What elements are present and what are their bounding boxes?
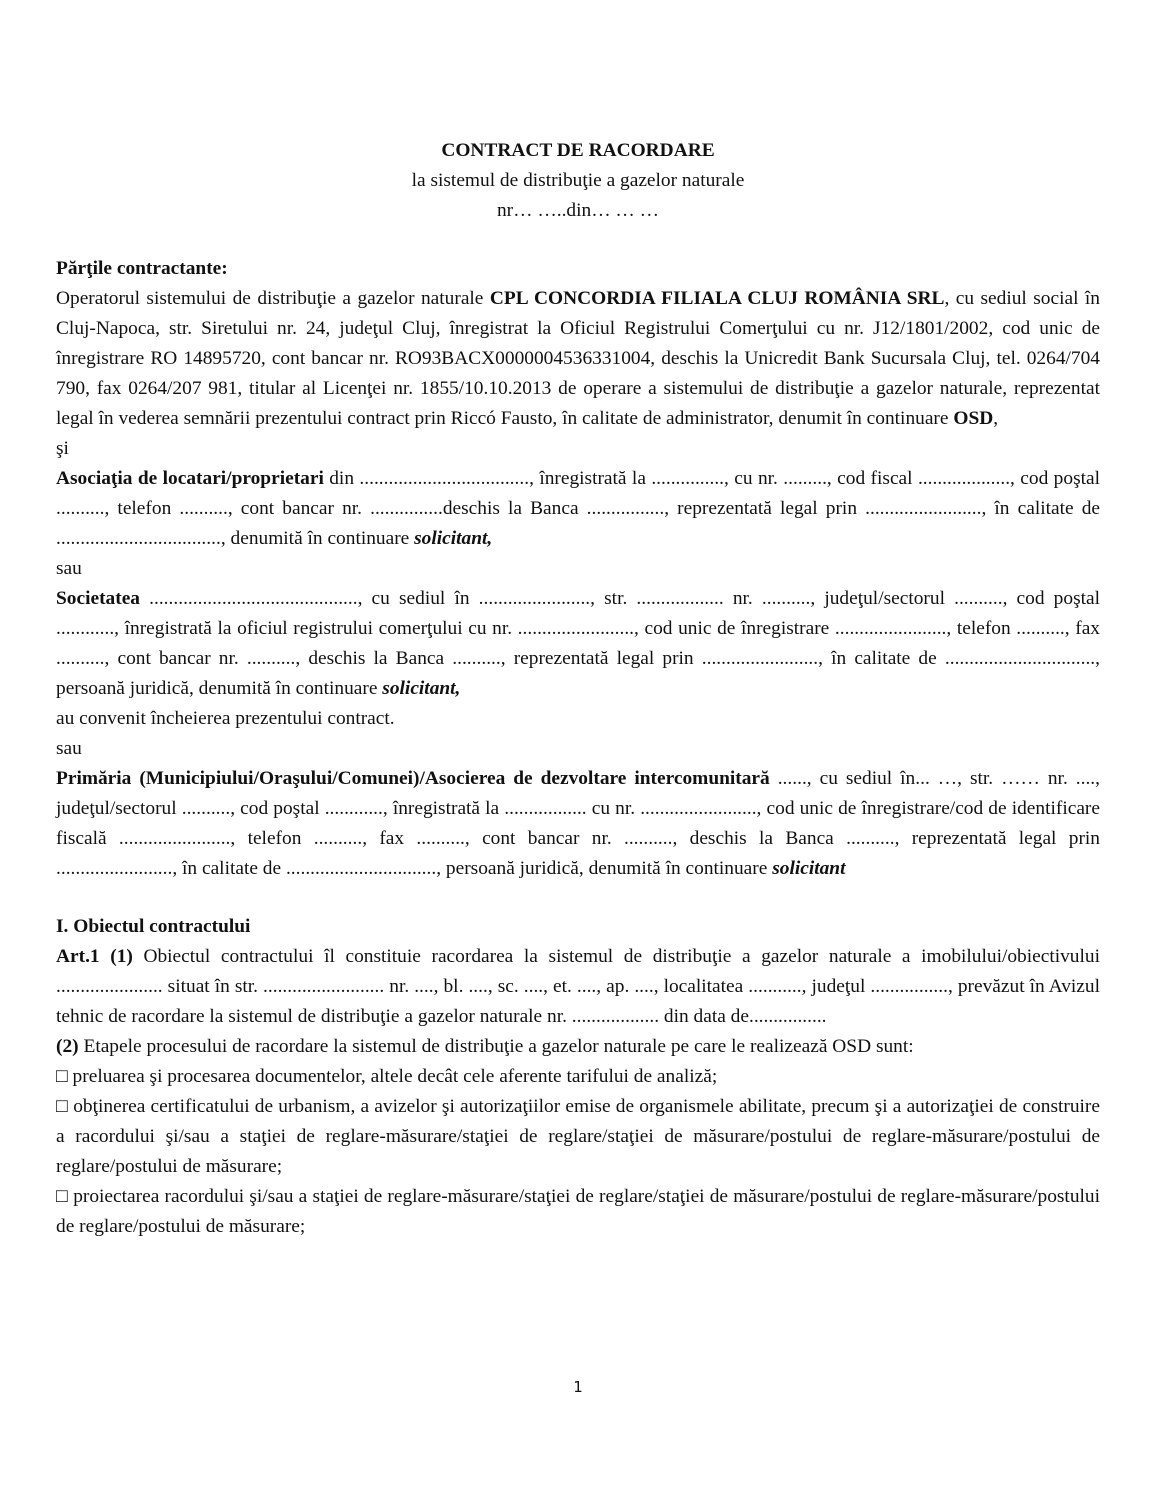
text: Operatorul sistemului de distribuţie a gazelor naturale — [56, 288, 490, 309]
document-page — [56, 136, 1100, 1242]
bold-text: solicitant — [772, 858, 846, 879]
text: ..........................................., cu sediul în ......................., str. .................. nr. .........., judeţul/sectorul .........., cod poştal ............, înregistrată la oficiul registrului comerţului cu nr. ........................, cod unic de înregistrare ......................., telefon .........., fax .........., cont bancar nr. .........., deschis la Banca .........., reprezentată legal prin ........................, în calitate de ..............................., persoană juridică, denumită în continuare — [56, 588, 1100, 699]
text: din ..................................., înregistrată la ..............., cu nr. ........., cod fiscal ..................., cod poştal .........., telefon .........., cont bancar nr. ...............deschis la Banca ................, reprezentată legal prin ........................, în calitate de .................................., denumită în continuare — [56, 468, 1100, 549]
paragraph — [56, 734, 1100, 764]
text: □ proiectarea racordului şi/sau a staţiei de reglare-măsurare/staţiei de reglare/staţiei de măsurare/postului de reglare-măsurare/postului de reglare/postului de măsurare; — [56, 1186, 1100, 1237]
paragraph — [56, 1092, 1100, 1182]
paragraph — [56, 584, 1100, 704]
paragraph — [56, 464, 1100, 554]
bold-text: Asociaţia de locatari/proprietari — [56, 468, 324, 489]
bold-text: Părţile contractante: — [56, 258, 228, 279]
text: sau — [56, 738, 82, 759]
bold-text: solicitant, — [382, 678, 461, 699]
bold-text: Primăria (Municipiului/Oraşului/Comunei)/Asocierea de dezvoltare intercomunitară — [56, 768, 770, 789]
bold-text: I. Obiectul contractului — [56, 916, 251, 937]
text: □ obţinerea certificatului de urbanism, a avizelor şi autorizaţiilor emise de organismele abilitate, precum şi a autorizaţiei de construire a racordului şi/sau a staţiei de reglare-măsurare/staţiei de reglare/staţiei de măsurare/postului de reglare-măsurare/postului de reglare/postului de măsurare; — [56, 1096, 1100, 1177]
text: ......, cu sediul în... …, str. …… nr. ...., judeţul/sectorul .........., cod poştal ............, înregistrată la ................. cu nr. ........................, cod unic de înregistrare/cod de identificare fiscală ......................., telefon .........., fax .........., cont bancar nr. .........., deschis la Banca .........., reprezentată legal prin ........................, în calitate de ..............................., persoană juridică, denumită în continuare — [56, 768, 1101, 879]
text: , cu sediul social în Cluj-Napoca, str. Siretului nr. 24, judeţul Cluj, înregistrat la Oficiul Registrului Comerţului cu nr. J12/1801/2002, cod unic de înregistrare RO 14895720, cont bancar nr. RO93BACX0000004536331004, deschis la Unicredit Bank Sucursala Cluj, tel. 0264/704 790, fax 0264/207 981, titular al Licenţei nr. 1855/10.10.2013 de operare a sistemului de distribuţie a gazelor naturale, reprezentat legal în vederea semnării prezentului contract prin Riccó Fausto, în calitate de administrator, denumit în continuare — [56, 288, 1100, 429]
bold-text: OSD — [953, 408, 994, 429]
document-body — [56, 254, 1100, 1242]
bold-text: Societatea — [56, 588, 140, 609]
bold-text: solicitant, — [414, 528, 493, 549]
text: Etapele procesului de racordare la sistemul de distribuţie a gazelor naturale pe care le realizează OSD sunt: — [78, 1036, 914, 1057]
paragraph — [56, 254, 1100, 284]
bold-text: (2) — [56, 1036, 79, 1057]
paragraph — [56, 434, 1100, 464]
text: □ preluarea şi procesarea documentelor, altele decât cele aferente tarifului de analiză; — [56, 1066, 718, 1087]
text: şi — [56, 438, 69, 459]
page-number: 1 — [573, 1378, 583, 1396]
paragraph — [56, 1032, 1100, 1062]
paragraph — [56, 764, 1100, 884]
bold-text: CPL CONCORDIA FILIALA CLUJ ROMÂNIA SRL — [489, 288, 945, 309]
bold-text: Art.1 (1) — [56, 946, 133, 967]
document-subtitle: la sistemul de distribuţie a gazelor naturale — [411, 170, 745, 191]
paragraph — [56, 912, 1100, 942]
text: au convenit încheierea prezentului contract. — [56, 708, 395, 729]
paragraph — [56, 942, 1100, 1032]
text: , — [993, 408, 999, 429]
paragraph — [56, 554, 1100, 584]
document-title: CONTRACT DE RACORDARE — [441, 140, 715, 161]
paragraph — [56, 284, 1100, 434]
contract-number-line: nr… …..din… … … — [496, 200, 660, 221]
paragraph — [56, 704, 1100, 734]
paragraph — [56, 1182, 1100, 1242]
text: sau — [56, 558, 82, 579]
text: Obiectul contractului îl constituie racordarea la sistemul de distribuţie a gazelor naturale a imobilului/obiectivului ...................... situat în str. ......................... nr. ...., bl. ...., sc. ...., et. ...., ap. ...., localitatea ..........., judeţul ................, prevăzut în Avizul tehnic de racordare la sistemul de distribuţie a gazelor naturale nr. .................. din data de................ — [56, 946, 1100, 1027]
spacer — [56, 884, 1100, 912]
spacer — [56, 226, 1100, 254]
paragraph — [56, 1062, 1100, 1092]
